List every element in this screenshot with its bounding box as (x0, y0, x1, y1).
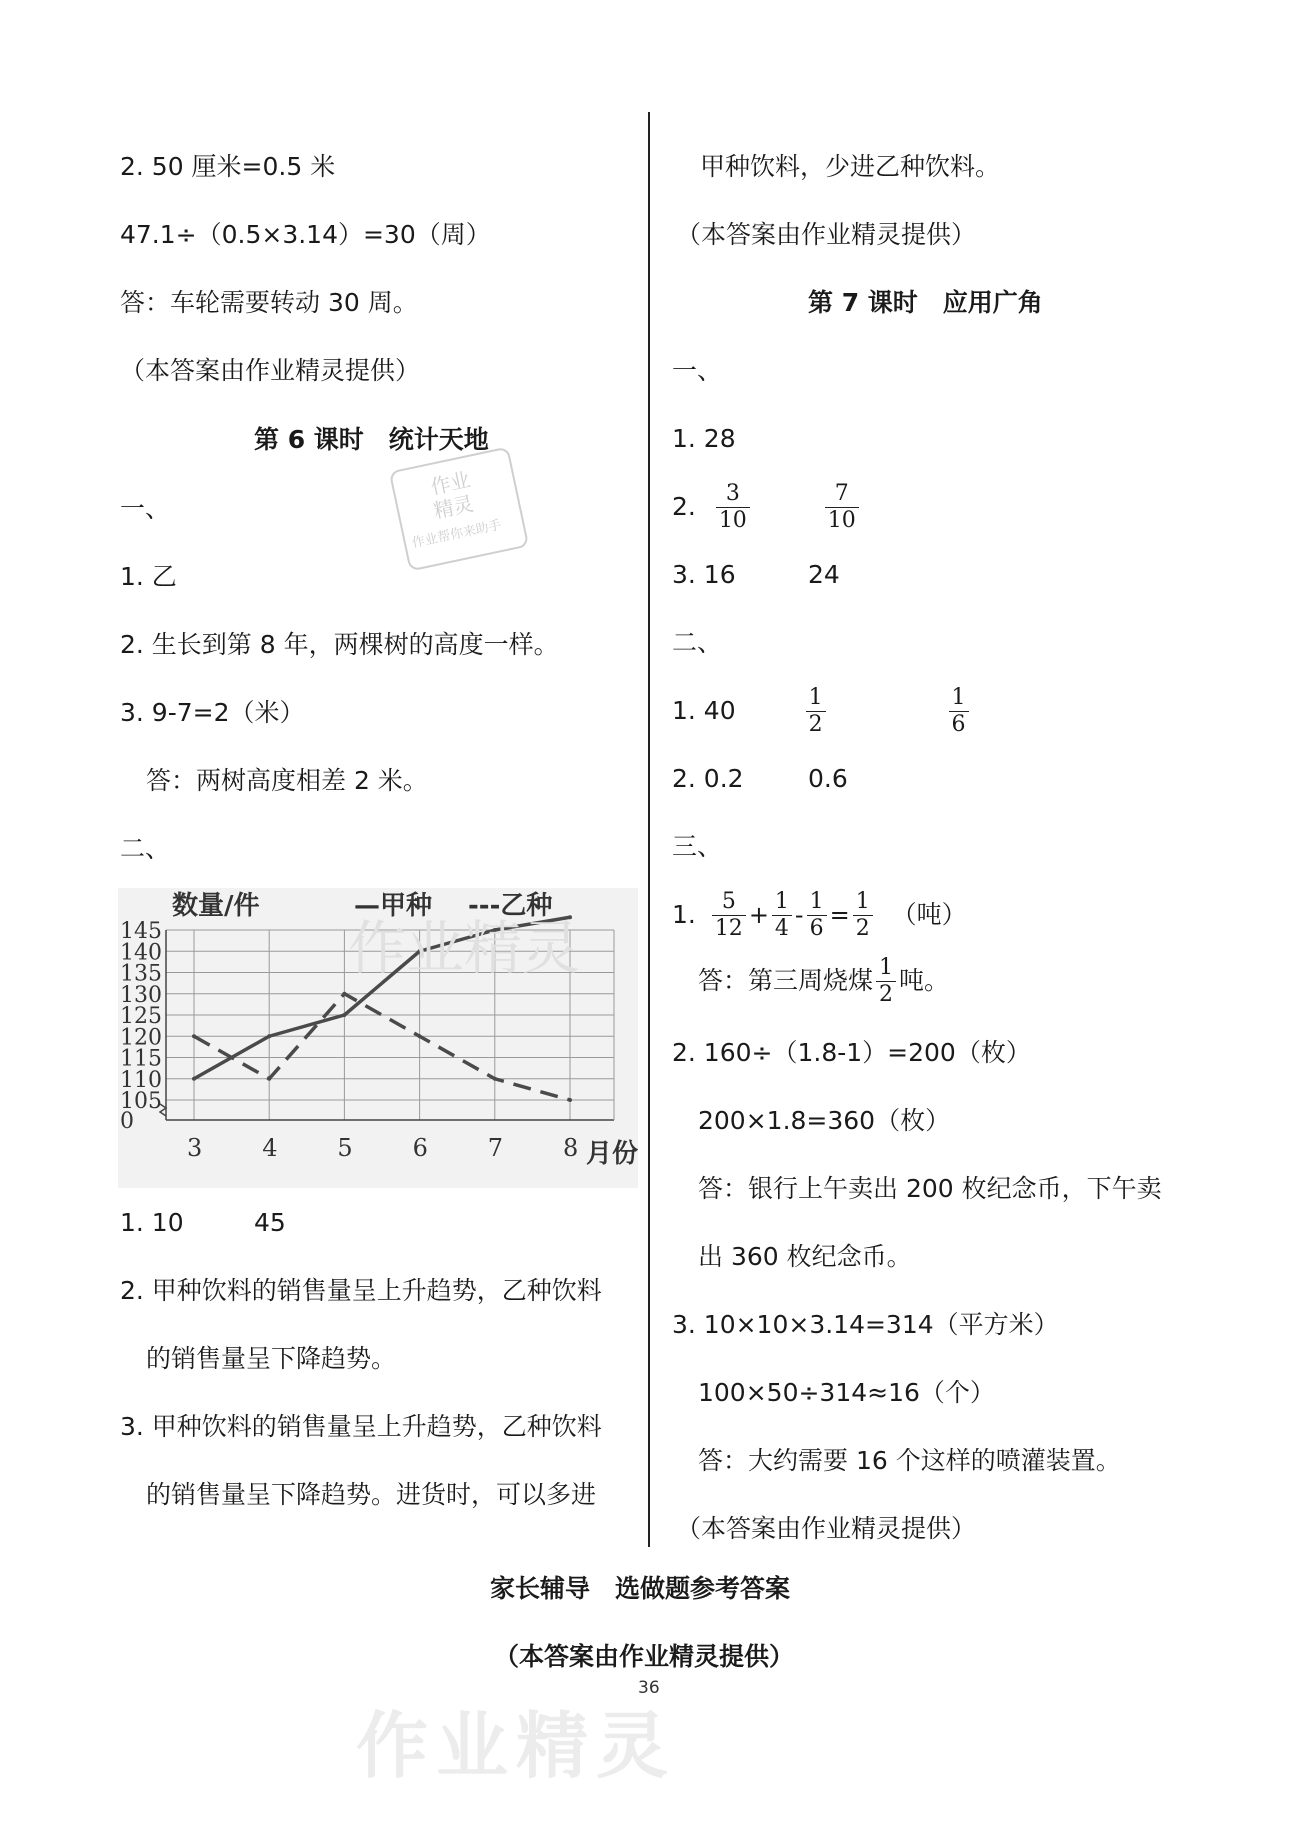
data-point (342, 992, 346, 996)
data-point (493, 1077, 497, 1081)
denominator: 6 (951, 711, 966, 737)
left-line-1: 2. 50 厘米=0.5 米 (120, 152, 336, 181)
left-credit-1: （本答案由作业精灵提供） (120, 356, 421, 385)
data-point (267, 1034, 271, 1038)
x-tick-label: 5 (337, 1134, 353, 1162)
numerator: 7 (825, 481, 859, 508)
y-tick-label: 110 (120, 1067, 162, 1093)
right-s3q2-line-2: 200×1.8=360（枚） (698, 1106, 951, 1135)
page-number: 36 (638, 1678, 660, 1698)
equals-sign: = (829, 901, 850, 929)
numerator: 3 (716, 481, 750, 508)
x-tick-label: 8 (563, 1134, 579, 1162)
x-tick-label: 4 (262, 1134, 278, 1162)
right-s3q1-unit: （吨） (891, 900, 967, 929)
left-q2: 2. 生长到第 8 年，两棵树的高度一样。 (120, 630, 559, 659)
right-q1: 1. 28 (672, 424, 736, 453)
right-s2q2-value: 0.6 (808, 764, 848, 793)
numerator: 1 (949, 685, 969, 712)
denominator: 4 (774, 915, 789, 941)
x-tick-label: 3 (187, 1134, 203, 1162)
left-q3: 3. 9-7=2（米） (120, 698, 305, 727)
left-section-2: 二、 (120, 834, 171, 863)
right-s3q3-line-1: 3. 10×10×3.14=314（平方米） (672, 1310, 1059, 1339)
plus-sign: + (748, 901, 769, 929)
data-point (192, 1034, 196, 1038)
numerator: 1 (806, 685, 826, 712)
stamp-text-3: 作业帮你来助手 (410, 517, 503, 552)
fraction (712, 889, 746, 942)
right-q2-label: 2. (672, 492, 696, 521)
fraction (853, 889, 873, 942)
fraction (772, 889, 792, 942)
sales-line-chart (118, 888, 638, 1188)
right-s3q2-line-4: 出 360 枚纪念币。 (698, 1242, 912, 1271)
right-s3q1-equation (672, 884, 967, 945)
right-s3q2-line-3: 答：银行上午卖出 200 枚纪念币，下午卖 (698, 1174, 1162, 1203)
denominator: 12 (714, 915, 743, 941)
left-a3-line-1: 3. 甲种饮料的销售量呈上升趋势，乙种饮料 (120, 1412, 602, 1441)
denominator: 10 (718, 507, 747, 533)
left-section-1: 一、 (120, 494, 171, 523)
data-point (568, 1098, 572, 1102)
right-s3q2-line-1: 2. 160÷（1.8-1）=200（枚） (672, 1038, 1031, 1067)
right-line-1: 甲种饮料，少进乙种饮料。 (700, 152, 1001, 181)
right-q3-value: 24 (808, 560, 840, 589)
left-q3-answer: 答：两树高度相差 2 米。 (146, 766, 428, 795)
left-a1-value: 45 (254, 1208, 286, 1237)
chart-xlabel: 月份 (586, 1139, 638, 1169)
denominator: 2 (855, 915, 870, 941)
right-section-3: 三、 (672, 832, 723, 861)
lesson-6-title: 第 6 课时 统计天地 (254, 425, 489, 454)
numerator: 1 (876, 955, 896, 982)
stamp-text-2: 精灵 (431, 491, 476, 524)
right-s2q1-label: 1. 40 (672, 696, 736, 725)
y-tick-label: 140 (120, 940, 162, 966)
left-line-3: 答：车轮需要转动 30 周。 (120, 288, 418, 317)
left-a2-line-2: 的销售量呈下降趋势。 (146, 1344, 397, 1373)
right-s3q1-answer-pre: 答：第三周烧煤 (698, 966, 874, 995)
numerator: 5 (712, 889, 746, 916)
denominator: 2 (879, 981, 894, 1007)
right-s3q3-line-3: 答：大约需要 16 个这样的喷灌装置。 (698, 1446, 1121, 1475)
fraction (876, 955, 896, 1008)
right-s3q1-answer-post: 吨。 (899, 966, 950, 995)
chart-watermark: 作业精灵 (348, 914, 581, 982)
right-section-2: 二、 (672, 628, 723, 657)
left-q1: 1. 乙 (120, 562, 177, 591)
x-tick-label: 7 (487, 1134, 504, 1162)
numerator: 1 (772, 889, 792, 916)
legend-series-2: ---乙种 (468, 891, 553, 921)
right-s3q1-label: 1. (672, 900, 696, 929)
fraction (949, 685, 969, 738)
left-a2-line-1: 2. 甲种饮料的销售量呈上升趋势，乙种饮料 (120, 1276, 602, 1305)
fraction (807, 889, 827, 942)
right-section-1: 一、 (672, 356, 723, 385)
minus-sign: - (794, 901, 804, 929)
left-line-2: 47.1÷（0.5×3.14）=30（周） (120, 220, 491, 249)
fraction (806, 685, 826, 738)
y-tick-label: 145 (120, 919, 162, 944)
chart-ylabel: 数量/件 (172, 891, 260, 921)
legend-series-1: —甲种 (354, 891, 433, 921)
bottom-watermark: 作业精灵 (356, 1704, 677, 1788)
fraction (716, 481, 750, 534)
y-tick-label: 105 (120, 1089, 162, 1114)
y-tick-label: 115 (120, 1046, 162, 1072)
y-tick-label: 120 (120, 1025, 162, 1051)
right-credit-1: （本答案由作业精灵提供） (676, 220, 977, 249)
y-tick-label: 125 (120, 1004, 162, 1029)
x-tick-label: 6 (412, 1134, 428, 1162)
right-s3q3-line-2: 100×50÷314≈16（个） (698, 1378, 995, 1407)
denominator: 10 (827, 507, 856, 533)
denominator: 2 (808, 711, 823, 737)
data-point (342, 1013, 346, 1017)
denominator: 6 (809, 915, 824, 941)
parent-guide-title: 家长辅导 选做题参考答案 (490, 1574, 791, 1603)
right-q3-label: 3. 16 (672, 560, 736, 589)
numerator: 1 (853, 889, 873, 916)
y-tick-label: 0 (120, 1109, 134, 1134)
data-point (418, 1034, 422, 1038)
numerator: 1 (807, 889, 827, 916)
right-q2 (672, 476, 862, 537)
column-divider (648, 112, 650, 1547)
stamp-text-1: 作业 (428, 467, 473, 500)
left-a3-line-2: 的销售量呈下降趋势。进货时，可以多进 (146, 1480, 597, 1509)
right-credit-2: （本答案由作业精灵提供） (676, 1514, 977, 1543)
right-s3q1-answer (698, 952, 949, 1009)
y-tick-label: 130 (120, 982, 162, 1008)
lesson-7-title: 第 7 课时 应用广角 (808, 288, 1043, 317)
chart-svg (118, 888, 638, 1188)
fraction (825, 481, 859, 534)
data-point (192, 1077, 196, 1081)
left-a1-number: 1. 10 (120, 1208, 184, 1237)
y-tick-label: 135 (120, 961, 162, 987)
watermark-stamp (389, 446, 530, 571)
right-s2q2-label: 2. 0.2 (672, 764, 744, 793)
right-s2q1 (672, 680, 972, 741)
parent-guide-credit: （本答案由作业精灵提供） (494, 1642, 795, 1671)
data-point (267, 1077, 271, 1081)
